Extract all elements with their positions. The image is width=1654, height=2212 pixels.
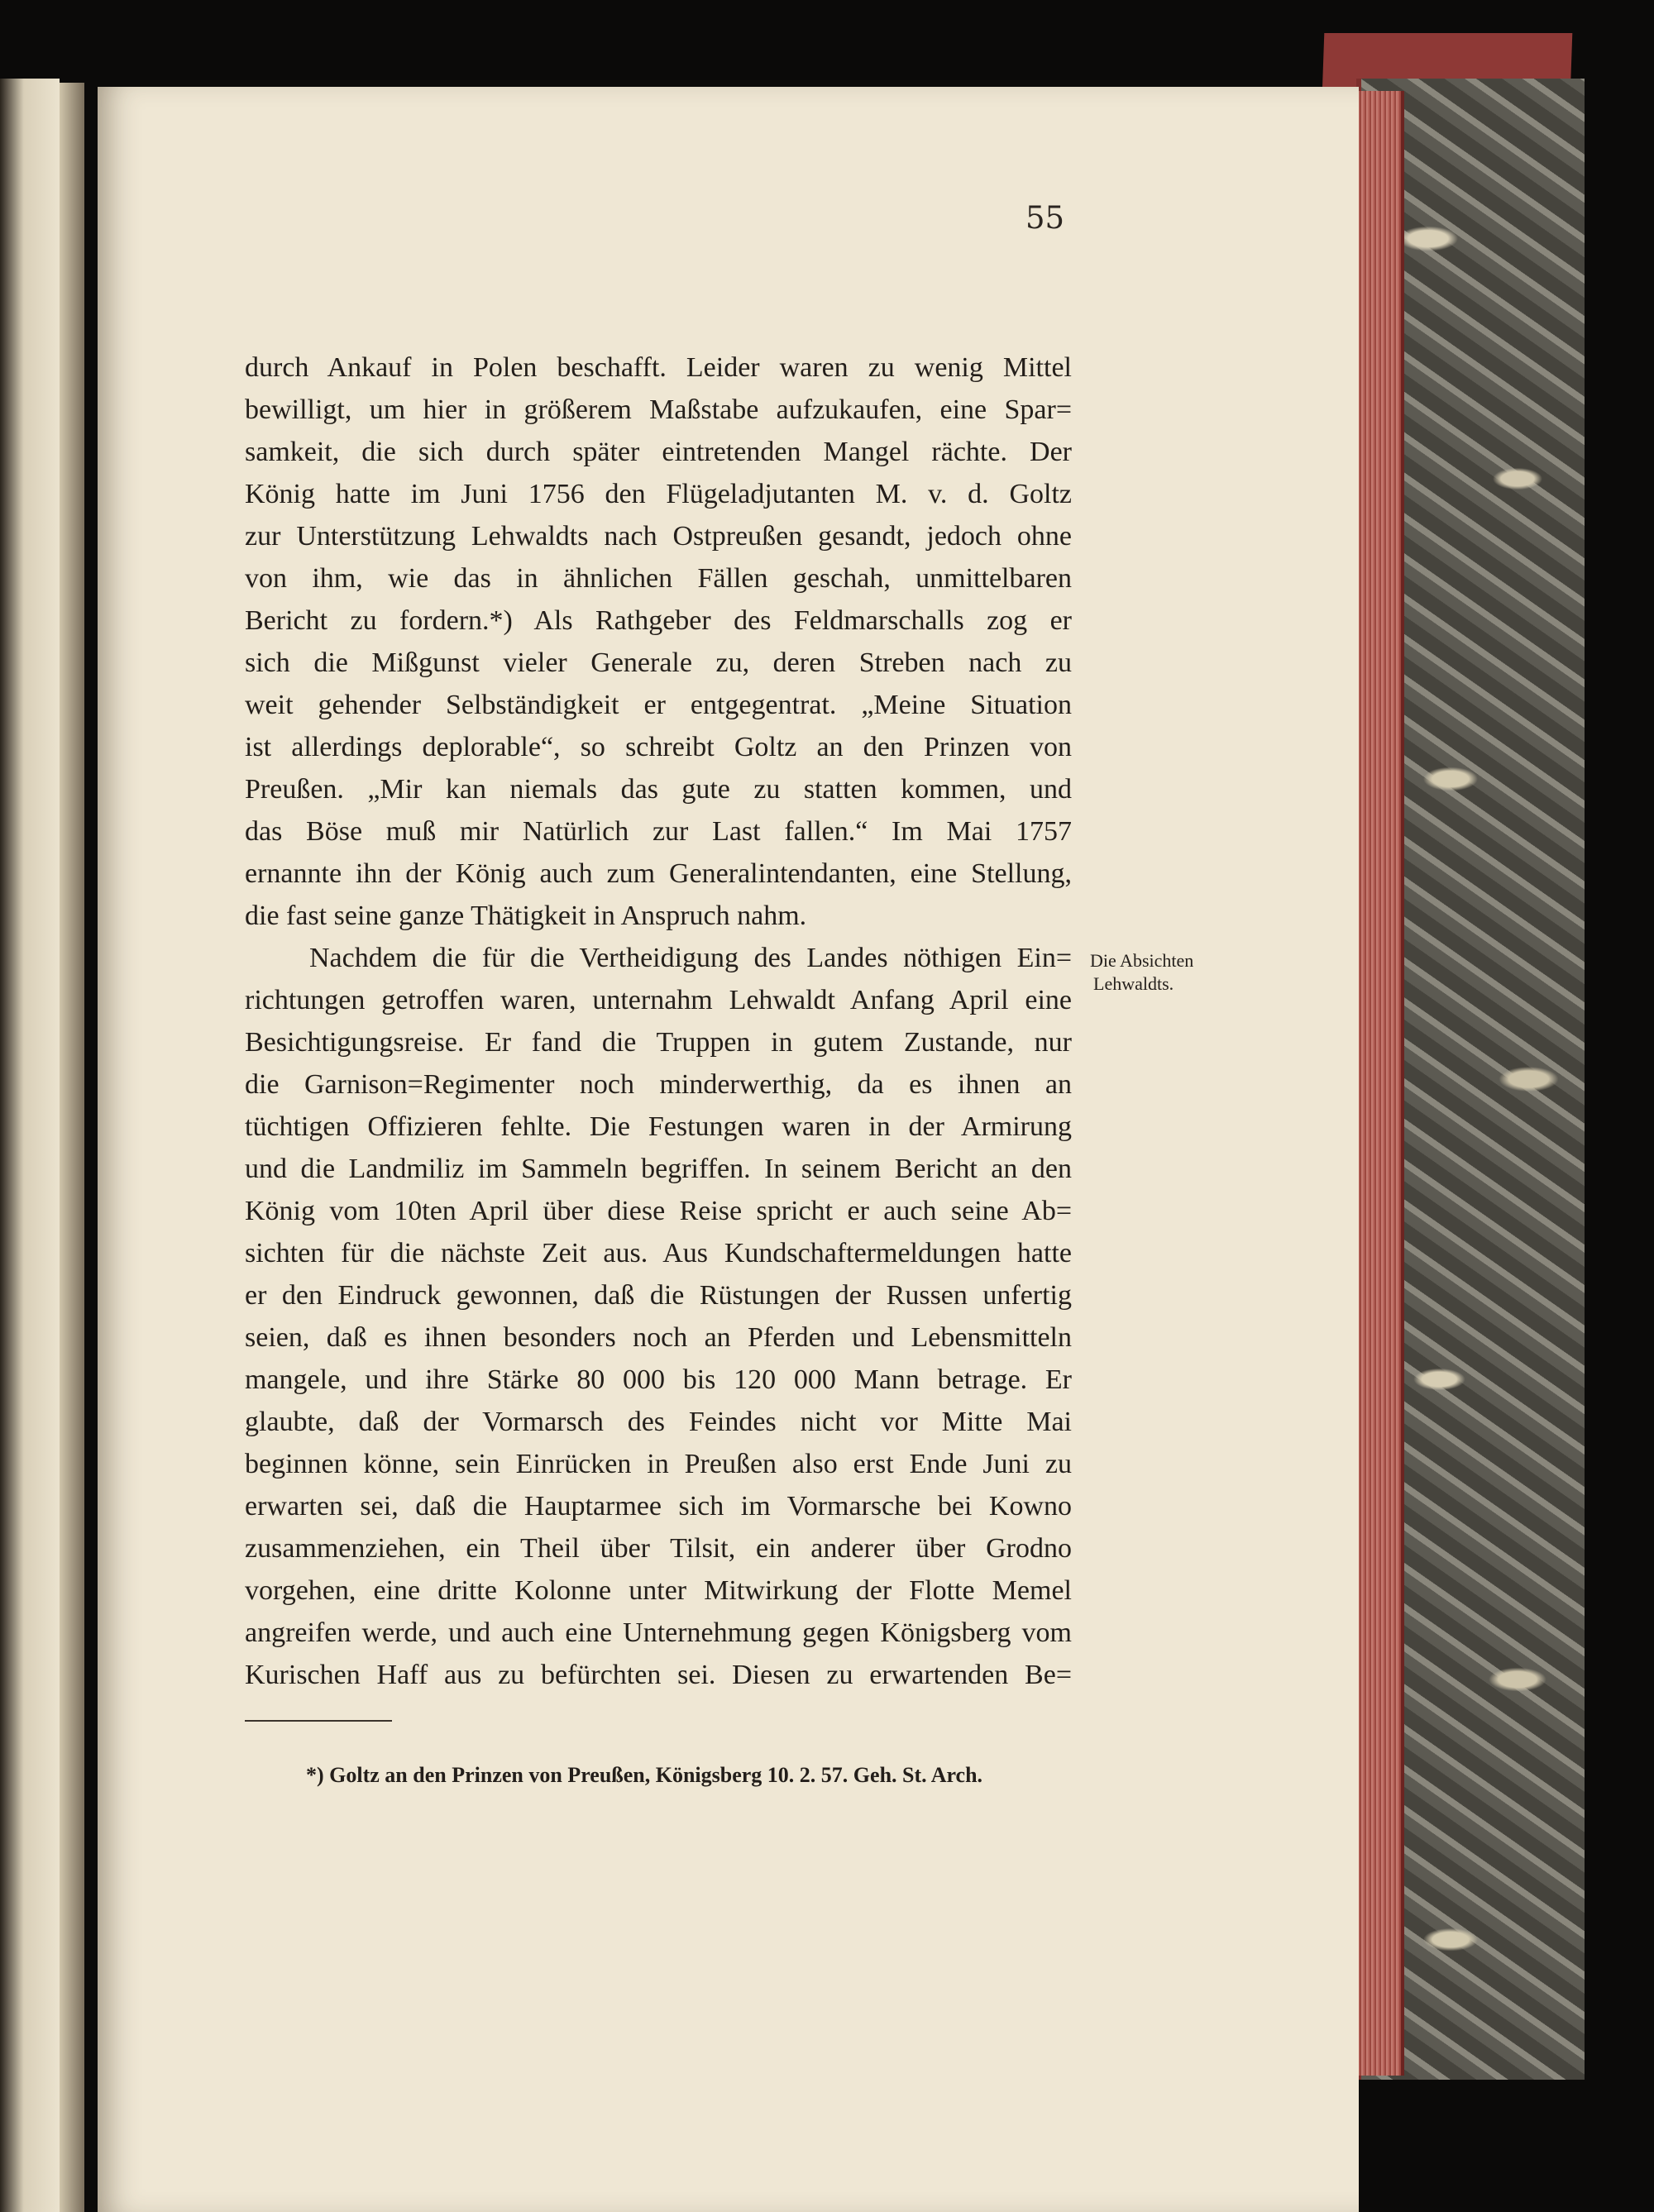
left-page-edge (0, 79, 60, 2212)
text-line: ist allerdings deplorable“, so schreibt Goltz an den Prinzen von (245, 732, 1072, 762)
text-line: beginnen könne, sein Einrücken in Preußen also erst Ende Juni zu (245, 1449, 1072, 1479)
text-line: Kurischen Haff aus zu befürchten sei. Diesen zu erwartenden Be= (245, 1660, 1072, 1690)
text-line: samkeit, die sich durch später eintretenden Mangel rächte. Der (245, 437, 1072, 467)
text-line: durch Ankauf in Polen beschafft. Leider waren zu wenig Mittel (245, 352, 1072, 383)
text-line: König vom 10ten April über diese Reise spricht er auch seine Ab= (245, 1196, 1072, 1226)
text-line: er den Eindruck gewonnen, daß die Rüstungen der Russen unfertig (245, 1280, 1072, 1311)
text-line: seien, daß es ihnen besonders noch an Pferden und Lebensmitteln (245, 1322, 1072, 1353)
text-line: das Böse muß mir Natürlich zur Last fallen.“ Im Mai 1757 (245, 816, 1072, 847)
page-edges-red (1353, 91, 1404, 2076)
text-line: sichten für die nächste Zeit aus. Aus Kundschaftermeldungen hatte (245, 1238, 1072, 1268)
text-line: richtungen getroffen waren, unternahm Lehwaldt Anfang April eine (245, 985, 1072, 1015)
text-line: weit gehender Selbständigkeit er entgegentrat. „Meine Situation (245, 690, 1072, 720)
text-line: bewilligt, um hier in größerem Maßstabe aufzukaufen, eine Spar= (245, 394, 1072, 425)
page-number: 55 (1025, 200, 1065, 236)
text-line: die fast seine ganze Thätigkeit in Anspruch nahm. (245, 901, 807, 931)
text-line: vorgehen, eine dritte Kolonne unter Mitwirkung der Flotte Memel (245, 1575, 1072, 1606)
text-line: Nachdem die für die Vertheidigung des Landes nöthigen Ein= (309, 943, 1072, 973)
marginal-note (1090, 949, 1222, 996)
marginal-note-line: Die Absichten (1090, 950, 1194, 971)
book-gutter (60, 83, 84, 2212)
text-line: Besichtigungsreise. Er fand die Truppen in gutem Zustande, nur (245, 1027, 1072, 1058)
body-text (245, 346, 1072, 1696)
text-line: zur Unterstützung Lehwaldts nach Ostpreußen gesandt, jedoch ohne (245, 521, 1072, 552)
text-line: die Garnison=Regimenter noch minderwerthig, da es ihnen an (245, 1069, 1072, 1100)
footnote-rule (245, 1720, 392, 1722)
text-line: erwarten sei, daß die Hauptarmee sich im Vormarsche bei Kowno (245, 1491, 1072, 1522)
text-line: mangele, und ihre Stärke 80 000 bis 120 000 Mann betrage. Er (245, 1364, 1072, 1395)
marginal-note-line: Lehwaldts. (1093, 973, 1174, 994)
footnote: *) Goltz an den Prinzen von Preußen, Königsberg 10. 2. 57. Geh. St. Arch. (306, 1763, 983, 1787)
text-line: glaubte, daß der Vormarsch des Feindes nicht vor Mitte Mai (245, 1407, 1072, 1437)
text-line: von ihm, wie das in ähnlichen Fällen geschah, unmittelbaren (245, 563, 1072, 594)
text-line: tüchtigen Offizieren fehlte. Die Festungen waren in der Armirung (245, 1111, 1072, 1142)
text-line: ernannte ihn der König auch zum Generalintendanten, eine Stellung, (245, 858, 1072, 889)
text-line: Bericht zu fordern.*) Als Rathgeber des Feldmarschalls zog er (245, 605, 1072, 636)
text-line: zusammenziehen, ein Theil über Tilsit, ein anderer über Grodno (245, 1533, 1072, 1564)
text-line: angreifen werde, und auch eine Unternehmung gegen Königsberg vom (245, 1617, 1072, 1648)
text-line: Preußen. „Mir kan niemals das gute zu statten kommen, und (245, 774, 1072, 805)
text-line: und die Landmiliz im Sammeln begriffen. In seinem Bericht an den (245, 1154, 1072, 1184)
text-line: sich die Mißgunst vieler Generale zu, deren Streben nach zu (245, 647, 1072, 678)
text-line: König hatte im Juni 1756 den Flügeladjutanten M. v. d. Goltz (245, 479, 1072, 509)
